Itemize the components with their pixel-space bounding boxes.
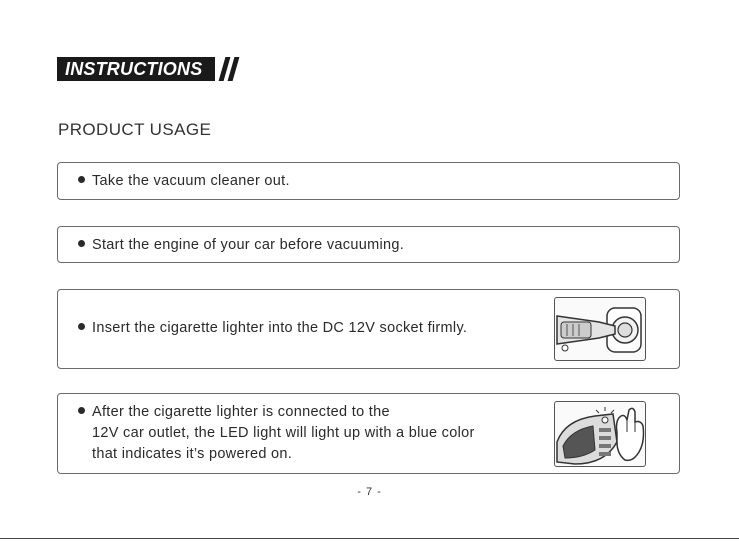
plug-socket-icon xyxy=(555,298,646,361)
step-card-3 xyxy=(57,289,680,369)
bullet-icon xyxy=(78,407,85,414)
step-text-4: After the cigarette lighter is connected to the 12V car outlet, the LED light will light up with a blue color that indicates it’s powered on. xyxy=(78,402,475,465)
bullet-icon xyxy=(78,323,85,330)
step-text-1: Take the vacuum cleaner out. xyxy=(78,171,290,192)
page-number: - 7 - xyxy=(357,486,382,498)
step-card-4 xyxy=(57,393,680,474)
section-title: PRODUCT USAGE xyxy=(58,120,212,139)
step-text-2: Start the engine of your car before vacuuming. xyxy=(78,235,404,256)
step-card-1 xyxy=(57,162,680,200)
step-text-3: Insert the cigarette lighter into the DC 12V socket firmly. xyxy=(78,318,467,339)
bullet-icon xyxy=(78,240,85,247)
step-card-2 xyxy=(57,226,680,263)
instructions-header-band xyxy=(57,57,215,81)
bullet-icon xyxy=(78,176,85,183)
vacuum-led-hand-icon xyxy=(555,402,646,467)
led-power-on-illustration xyxy=(554,401,646,467)
instructions-header-label: INSTRUCTIONS xyxy=(65,59,203,79)
plug-into-socket-illustration xyxy=(554,297,646,361)
bottom-divider xyxy=(0,538,739,539)
